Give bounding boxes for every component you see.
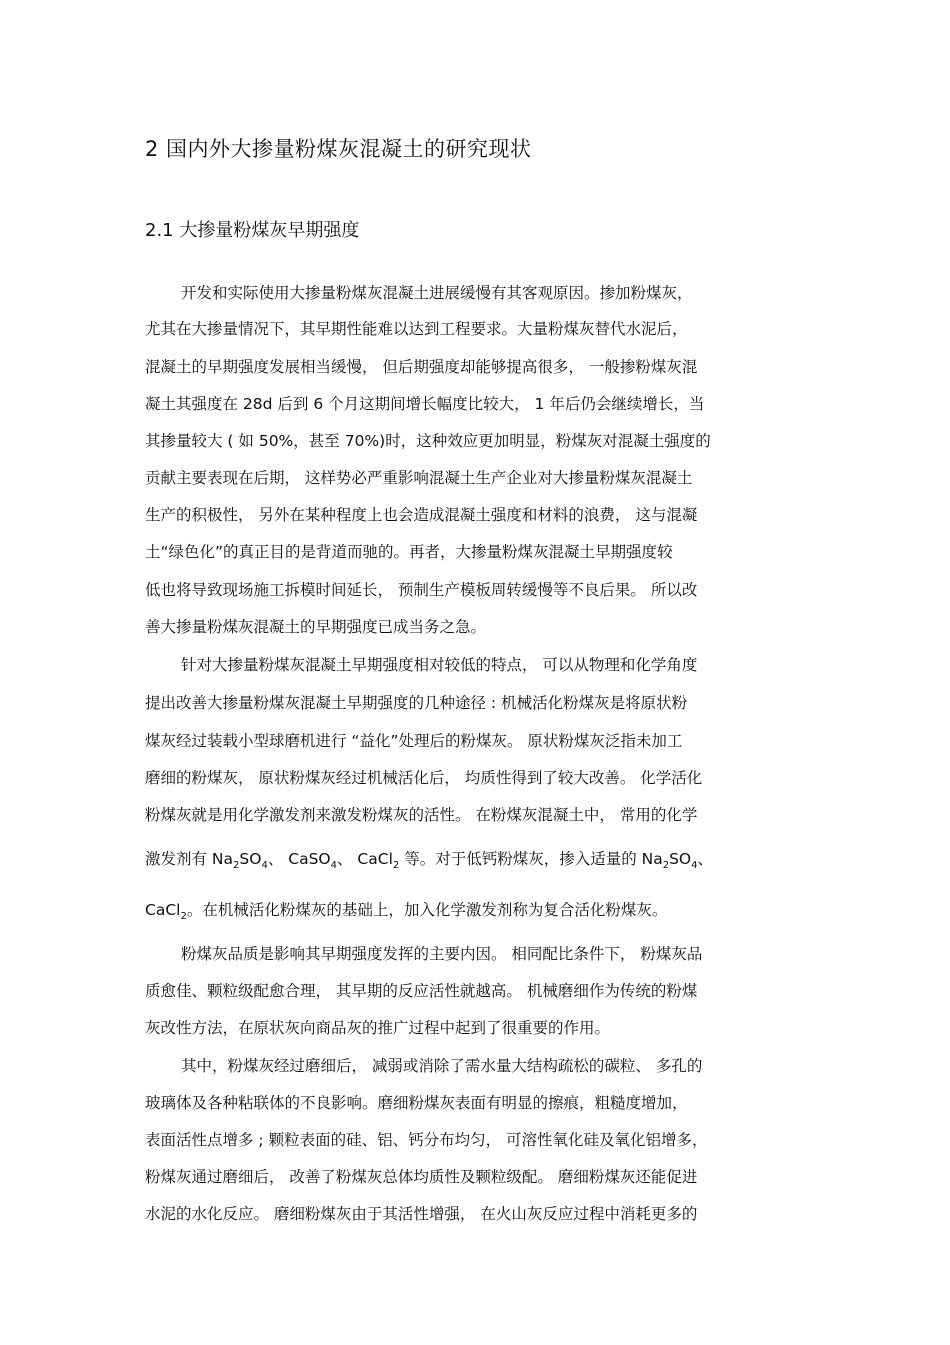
paragraph-line: 磨细的粉煤灰， 原状粉煤灰经过机械活化后， 均质性得到了较大改善。 化学活化 (145, 769, 703, 787)
paragraph-line: 煤灰经过装载小型球磨机进行 “益化”处理后的粉煤灰。 原状粉煤灰泛指未加工 (145, 732, 683, 750)
paragraph-line: 粉煤灰通过磨细后， 改善了粉煤灰总体均质性及颗粒级配。 磨细粉煤灰还能促进 (145, 1168, 698, 1186)
paragraph-line-chemistry: 激发剂有 $Na_2SO_4$、 CaSO$_4$、 CaCl$_2$ 等。对于低钙粉煤灰，掺入适量的 $Na_2SO_4$、 (145, 850, 714, 871)
section-heading: 2 国内外大掺量粉煤灰混凝土的研究现状 (145, 137, 532, 161)
paragraph-line: 其中，粉煤灰经过磨细后， 减弱或消除了需水量大结构疏松的碳粒、 多孔的 (181, 1057, 703, 1075)
paragraph-line: 开发和实际使用大掺量粉煤灰混凝土进展缓慢有其客观原因。掺加粉煤灰， (181, 284, 693, 302)
paragraph-line: 凝土其强度在 28d 后到 6 个月这期间增长幅度比较大， 1 年后仍会继续增长，当 (145, 395, 705, 413)
paragraph-line: 其掺量较大 ( 如 50%，甚至 70%)时，这种效应更加明显，粉煤灰对混凝土强度的 (145, 432, 711, 450)
paragraph-line: 灰改性方法，在原状灰向商品灰的推广过程中起到了很重要的作用。 (145, 1019, 611, 1037)
paragraph-line: 善大掺量粉煤灰混凝土的早期强度已成当务之急。 (145, 618, 487, 636)
paragraph-line: 土“绿色化”的真正目的是背道而驰的。再者，大掺量粉煤灰混凝土早期强度较 (145, 543, 673, 561)
paragraph-line: 水泥的水化反应。 磨细粉煤灰由于其活性增强， 在火山灰反应过程中消耗更多的 (145, 1205, 698, 1223)
paragraph-line: 粉煤灰品质是影响其早期强度发挥的主要内因。 相同配比条件下， 粉煤灰品 (181, 945, 703, 963)
paragraph-line: 尤其在大掺量情况下，其早期性能难以达到工程要求。大量粉煤灰替代水泥后， (145, 320, 688, 338)
paragraph-line: 质愈佳、颗粒级配愈合理， 其早期的反应活性就越高。 机械磨细作为传统的粉煤 (145, 982, 698, 1000)
subsection-heading: 2.1 大掺量粉煤灰早期强度 (145, 220, 360, 241)
paragraph-line: 针对大掺量粉煤灰混凝土早期强度相对较低的特点， 可以从物理和化学角度 (181, 656, 698, 674)
paragraph-line: 贡献主要表现在后期， 这样势必严重影响混凝土生产企业对大掺量粉煤灰混凝土 (145, 469, 693, 487)
paragraph-line: 低也将导致现场施工拆模时间延长， 预制生产模板周转缓慢等不良后果。 所以改 (145, 581, 698, 599)
paragraph-line: 玻璃体及各种粘联体的不良影响。磨细粉煤灰表面有明显的擦痕，粗糙度增加， (145, 1094, 688, 1112)
paragraph-line: 生产的积极性， 另外在某种程度上也会造成混凝土强度和材料的浪费， 这与混凝 (145, 506, 698, 524)
paragraph-line: 提出改善大掺量粉煤灰混凝土早期强度的几种途径 : 机械活化粉煤灰是将原状粉 (145, 694, 688, 712)
paragraph-line-chemistry: CaCl$_2$。在机械活化粉煤灰的基础上，加入化学激发剂称为复合活化粉煤灰。 (145, 901, 668, 922)
paragraph-line: 混凝土的早期强度发展相当缓慢， 但后期强度却能够提高很多， 一般掺粉煤灰混 (145, 358, 698, 376)
paragraph-line: 粉煤灰就是用化学激发剂来激发粉煤灰的活性。 在粉煤灰混凝土中， 常用的化学 (145, 806, 698, 824)
paragraph-line: 表面活性点增多 ; 颗粒表面的硅、铝、钙分布均匀， 可溶性氧化硅及氧化铝增多， (145, 1131, 708, 1149)
